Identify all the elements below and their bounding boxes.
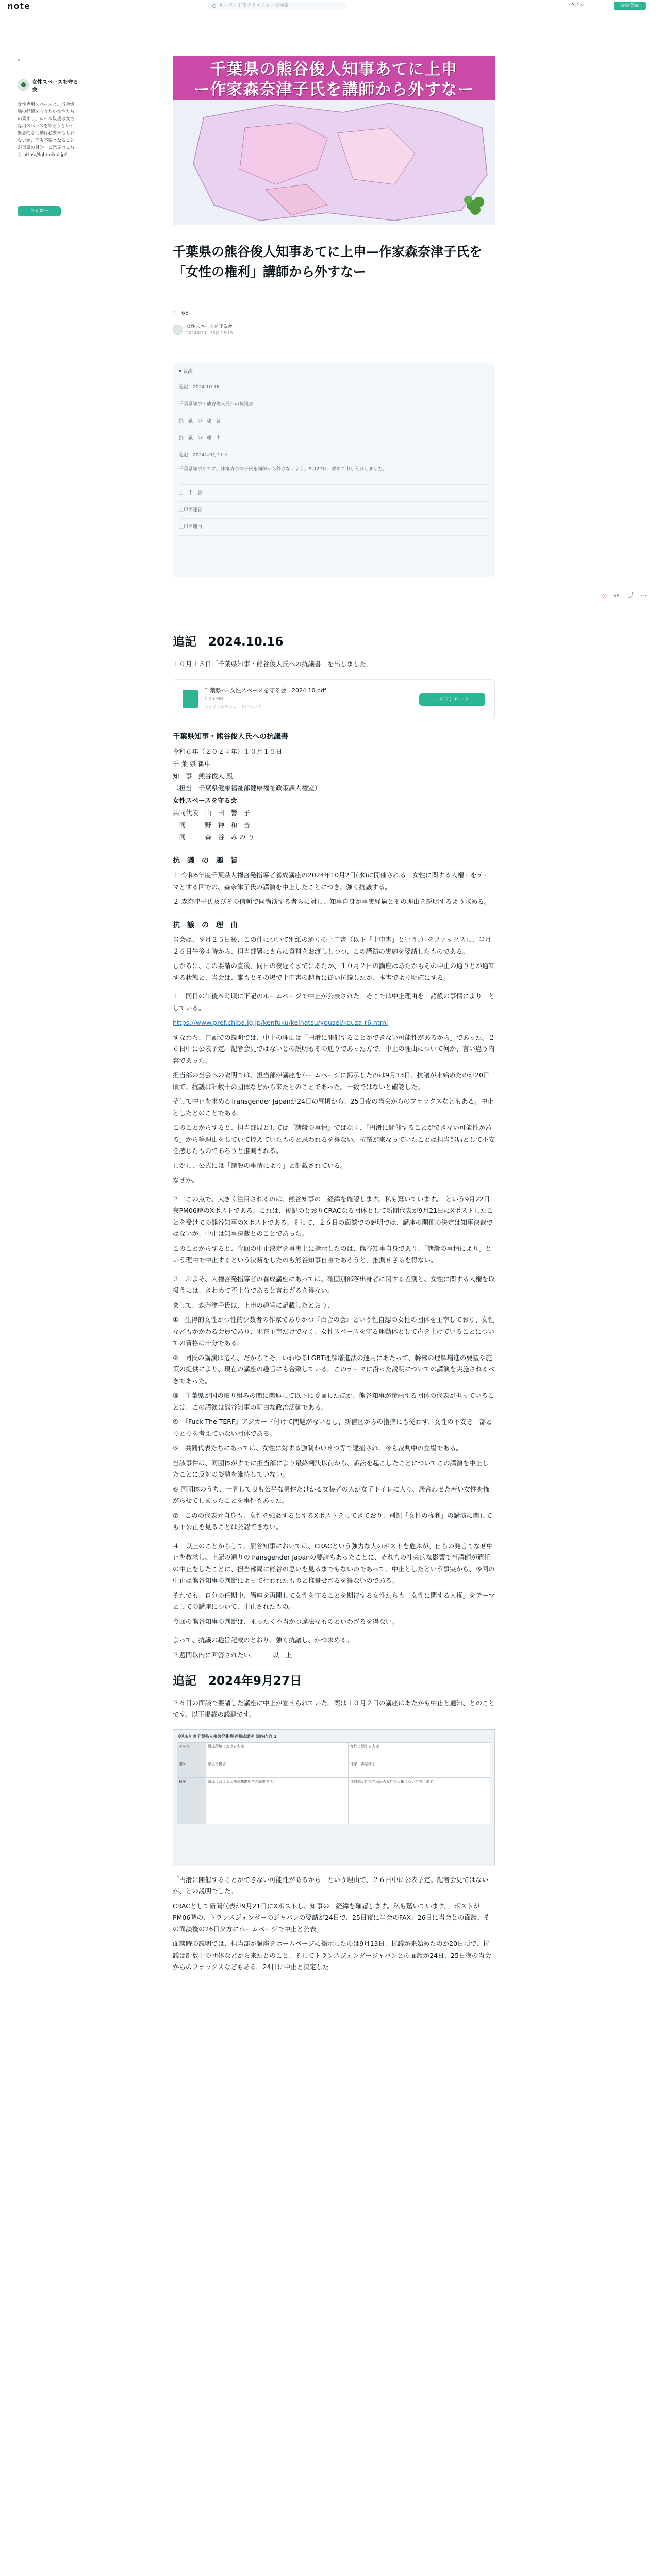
toc-heading[interactable]: ▾ 目次: [179, 369, 193, 375]
table-title: 令和6年度千葉県人権啓発指導者養成講座 講座内容 1: [177, 1734, 277, 1739]
toc-item[interactable]: 追記 2024.10.16: [179, 379, 489, 396]
table-cell: 職場における人権の基礎を学ぶ講座です。: [206, 1778, 348, 1824]
author-name[interactable]: 女性スペースを守る会: [186, 324, 233, 329]
table-row: [177, 1742, 490, 1760]
paragraph: 面談時の説明では、担当部が講座をホームページに掲示したのは9月13日、抗議が来始めたのが20日頃で、抗議は計数十の団体などから来たとのこと、そしてトランスジェンダージャパンとの面談が24日、25日夜の当会からのファックスなどもある。24日に中止と決定した: [173, 1940, 491, 1971]
heading-protest-letter: 千葉県知事・熊谷俊人氏への抗議書: [173, 733, 288, 741]
paragraph: しかるに、この要請の直後、同日の夜遅くまでにあたか、１０月２日の講座はあたかもその中止の通りとが通知する状態と、当会は、誰もとその場で上申書の趣旨に従い抗議したが、本書でより明確にする。: [173, 962, 495, 981]
table-cell: 厚生労働省: [206, 1760, 348, 1777]
paragraph: ⑥ 同団体のうち、一見して良も公平な男性だけかる女装者の入が女子トイレに入り、居合わせた若い女性を怖がらせてしまったことを事件もあった。: [173, 1485, 490, 1505]
prefecture-link[interactable]: https://www.pref.chiba.lg.jp/kenfuku/keihatsu/yousei/kouza-r6.html: [173, 1019, 388, 1027]
address-line: 同 森 谷 み の り: [173, 833, 254, 841]
paragraph: 今回の熊谷知事の判断は、まったく不当かつ違法なものといわざるを得ない。: [173, 1617, 399, 1625]
article-date: 2024年10月15日 16:19: [186, 331, 233, 335]
address-line: （担当 千葉県健康福祉部健康福祉政策課人権室）: [173, 784, 321, 792]
paragraph: ⑦ このの代表元自身も、女性を強姦するとするXポストをしてきており、別記「女性の権利」の講演に関しても不公正を見ることは公認できない。: [173, 1511, 492, 1531]
table-cell: テーマ: [177, 1743, 206, 1760]
follow-button[interactable]: フォロー: [18, 206, 61, 216]
file-size: 1.05 MB: [204, 697, 223, 702]
address-line: 令和６年（２０２４年）１０月１５日: [173, 748, 283, 756]
table-row: [177, 1777, 490, 1824]
article: [173, 242, 495, 1971]
course-schedule-image: [173, 1729, 495, 1866]
paragraph: ２ この点で、大きく注目されるのは、熊谷知事の「経緯を確認します。私も驚いています。」という9月22日夜PM06時のXポストである。これは、後記のとおりCRACなる団体として新聞代表が9月21日にXポストしたことを受けての熊谷知事のXポストである。そして、２６日の面談での説明では、講座の開催の決定は知事決裁ではないが、中止は知事決裁とのことであった。: [173, 1195, 493, 1238]
file-download-help[interactable]: ファイルダウンロードについて: [204, 705, 262, 709]
toc-item[interactable]: 千葉県知事・熊谷俊人氏への抗議書: [179, 396, 489, 413]
search-input[interactable]: [208, 2, 346, 10]
table-of-contents: [173, 363, 495, 577]
paragraph: ⑤ 共同代表たちにあっては、女性に対する強制わいせつ等で逮捕され、今も裁判中の立場である。: [173, 1444, 462, 1452]
paragraph: それでも、自分の任期中、講座を再開して女性を守ることを期待する女性たちも「女性に関する人権」をテーマとしての講座について、中止されたもの。: [173, 1591, 495, 1611]
table-cell: 職場環境における人権: [206, 1743, 348, 1760]
search-icon: [212, 4, 216, 8]
toc-item[interactable]: 抗 議 の 趣 旨: [179, 413, 489, 430]
paragraph: ２６日の面談で要請した講座に中止が宣せられていた。案は１０月２日の講座はあたかも中止と通知、とのことです。以下掲載の議題です。: [173, 1699, 495, 1719]
top-header: [0, 0, 662, 12]
more-icon[interactable]: ⋯: [641, 593, 646, 599]
paragraph: ３ およそ、人権啓発指導者の養成講座にあっては、確固別部落出身者に関する差別と、女性に関する人権を取扱うには、きわめて不十分であると言わざるを得ない。: [173, 1275, 495, 1295]
signup-button[interactable]: 会員登録: [614, 2, 646, 10]
paragraph: 「円滑に開催することができない可能性があるから」という理由で、２６日中に公表予定。記者会見ではないが、との説明でした。: [173, 1875, 489, 1895]
paragraph: ② 同氏の講演は選ん、だからこそ、いわゆるLGBT理解増進法の運用にあたって、幹部の理解増進の要望や施策の提供により、現在の講座の趣旨にも合致している。このテーマに沿った説明についての講演を実施されるべきであった。: [173, 1353, 495, 1385]
creator-sidebar: [18, 59, 78, 214]
creator-avatar[interactable]: [18, 79, 29, 91]
like-count: 68: [613, 593, 620, 599]
hero-title-line2: ー作家森奈津子氏を講師から外すなー: [193, 80, 474, 99]
floating-actions: [602, 590, 648, 601]
pdf-file-icon: [183, 690, 198, 708]
address-line: 知 事 熊谷俊人 殿: [173, 772, 233, 780]
paragraph: そして中止を求めるTransgender Japanが24日の昼頃から、25日夜の当会からのファックスなどもある。中止としたとのことである。: [173, 1097, 494, 1117]
address-line: 同 野 神 和 音: [173, 821, 251, 829]
login-button[interactable]: ログイン: [566, 3, 584, 8]
paragraph: ④ 『Fuck The TERF』アジカード付けて問題がないとし、新宿区からの指摘にも従わず、女性の不安を一部とりとりを考えていない団体である。: [173, 1418, 492, 1437]
address-line: 女性スペースを守る会: [173, 796, 237, 805]
paragraph: ２ 森奈津子氏及びその信頼で同講演する者らに対し、知事自身が事実経過とその理由を説明するよう求める。: [173, 897, 491, 906]
hero-title: [173, 60, 495, 100]
table-cell: 女性に関する人権: [348, 1743, 490, 1760]
heart-icon[interactable]: ♡: [173, 310, 178, 316]
toc-item[interactable]: 追記 2024年9月27日: [179, 447, 489, 464]
heading-addendum-1: 追記 2024.10.16: [173, 635, 284, 649]
paragraph: ２週間以内に回答されたい。 以 上: [173, 1651, 292, 1659]
paragraph: このことからすると、担当部局としては「諸般の事情」ではなく、「円滑に開催することができない可能性がある」から等理由をしていて控えていたものと思われるを得ない。抗議が来なっていたことは担当部局として不安を感じたものであろうと推測される。: [173, 1124, 495, 1155]
creator-name[interactable]: 女性スペースを守る会: [32, 80, 78, 93]
file-attachment[interactable]: [173, 679, 495, 719]
paragraph: CRACとして新聞代表が9月21日にXポストし、知事の「経緯を確認します。私も驚いています。」ポストがPM06時の、トランスジェンダーのジャパンの要請が24日で、25日夜に当会のFAX、26日に当会との面談、その面談後の26日夕方にホームページで中止と公表。: [173, 1902, 490, 1933]
search-placeholder: キーワードやクリエイターで検索: [219, 3, 289, 8]
paragraph: １０月１５日「千葉県知事・熊谷俊人氏への抗議書」を出しました。: [173, 659, 373, 668]
creator-bio: 女性専用スペースと、当会活動の経緯を守りたい女性たちの集まり。ルール以後は女性専用スペースを守ろうという緊急的な活動は必要かもしれないが、何も不要となることが事業の目的。ご意見はこちら https://lgbtreikal.jp/: [18, 102, 75, 158]
sidebar-small-label: S: [18, 59, 21, 63]
address-block: [173, 745, 495, 843]
address-line: 共同代表 山 田 響 子: [173, 808, 251, 817]
table-cell: 概要: [177, 1778, 206, 1824]
paragraph: 当会は、９月２５日後、この件について別紙の通りの上申書（以下「上申書」という。）をファックスし、当月２６日午後４時から、担当部署にさらに資料をお渡ししつつ、この講演の実施を要請したものである。: [173, 936, 492, 955]
author-avatar[interactable]: [173, 325, 183, 335]
toc-item[interactable]: 上申の趣旨: [179, 502, 489, 519]
paragraph: しかし、公式には「諸般の事情により」と記載されている。: [173, 1161, 347, 1170]
like-count: 68: [181, 310, 189, 316]
table-cell: 作家 森奈津子: [348, 1760, 490, 1777]
paragraph: ③ 千葉県が国の取り組みの間に関連して以下に委嘱したほか、熊谷知事が参画する団体の代表が担っていることは、この講演は熊谷知事の明白な政治活動である。: [173, 1392, 494, 1411]
heart-icon[interactable]: ♡: [602, 593, 607, 600]
paragraph: 当該事件は、同団体がすでに担当部により最終判決以前から、訴訟を起こしたことについてこの講演を中止したことに反対の姿勢を維持していない。: [173, 1459, 489, 1479]
article-body: [173, 626, 495, 1976]
address-line: 千 葉 県 御中: [173, 759, 211, 768]
heading-addendum-2: 追記 2024年9月27日: [173, 1674, 302, 1688]
paragraph: ４ 以上のことからして、熊谷知事においては、CRACという強力な人のポストを危ぶが、自らの発言でなぜ中止を教求し、上記の通りのTransgender Japanの要請もあったことに、それらの社会的な影響で当講師が適任の中止をしたことに、担当部局に熊谷の思いを見るまでもないのであって、中止としたという事実から、今回の中止は熊谷知事の判断によって行われたものと推量せざるを得ないのである。: [173, 1541, 495, 1585]
hero-image: [173, 56, 495, 225]
like-counter[interactable]: [173, 308, 189, 318]
share-icon[interactable]: ⤴: [628, 593, 634, 599]
paragraph: まして、森奈津子氏は、上申の趣旨に記載したとおり、: [173, 1301, 334, 1309]
heading-reason: 抗 議 の 理 由: [173, 921, 238, 929]
table-row: [177, 1760, 490, 1777]
paragraph: なぜか。: [173, 1176, 199, 1184]
toc-item[interactable]: 千葉県知事あてに、作家森奈津子氏を講師から外さないよう、9月27日、改めて申し入れしました。: [179, 464, 489, 485]
heading-gist: 抗 議 の 趣 旨: [173, 857, 238, 866]
hero-title-line1: 千葉県の熊谷俊人知事あてに上申: [210, 60, 458, 79]
file-name[interactable]: 千葉県へ–女性スペースを守る会 2024.10.pdf: [204, 687, 326, 694]
table-cell: 講師: [177, 1760, 206, 1777]
paragraph: １ 同日の午後６時頃に下記のホームページで中止が公表された。そこでは中止理由を「諸般の事情により」としている。: [173, 992, 495, 1012]
note-logo[interactable]: note: [7, 1, 30, 11]
table-cell: 性自認女性の立場から女性の人権について考えます。: [348, 1778, 490, 1824]
toc-item[interactable]: 上 申 書: [179, 485, 489, 502]
paragraph: 担当部の当会への説明では、担当部が講座をホームページに掲示したのは9月13日、抗議が来始めたのが20日頃で、抗議は計数十の団体などから来たとのことであった。十数ではないと確認した。: [173, 1071, 490, 1091]
paragraph: このことからすると、今回の中止決定を事実上に指示したのは、熊谷知事自身であり、「諸般の事情により」という理由で中止するという決断をしたのも熊谷知事自身であろうと、推測せざるを得ない。: [173, 1244, 492, 1264]
paragraph: １ 令和6年度千葉県人権啓発指導者養成講座の2024年10月2日(水)に開催される「女性に関する人権」をテーマとする回での、森奈津子氏の講演を中止したことにつき、強く抗議する。: [173, 871, 490, 891]
download-button[interactable]: ⤓ ダウンロード: [419, 693, 485, 706]
toc-item[interactable]: 抗 議 の 理 由: [179, 430, 489, 447]
paragraph: よって、抗議の趣旨記載のとおり、強く抗議し、かつ求める。: [173, 1636, 353, 1645]
paragraph: ① 生得的女性かつ性的少数者の作家でありかつ『百合の会』という性自認の女性の団体を主宰しており、女性などもかかわる会員であり、現在主宰だけでなく、女性スペースを守る運動体として声を上げていることについての資格は十分である。: [173, 1316, 494, 1347]
toc-item[interactable]: 上申の理由: [179, 519, 489, 536]
paragraph: すなわち、口頭での説明では、中止の理由は「円滑に開催することができない可能性があるから」であった。２６日中に公表予定。記者会見ではないとの説明もその通りであった方で、中止の理由について何か、言い違う内容であった。: [173, 1033, 495, 1064]
article-title: 千葉県の熊谷俊人知事あてに上申—作家森奈津子氏を「女性の権利」講師から外すなー: [173, 244, 483, 279]
